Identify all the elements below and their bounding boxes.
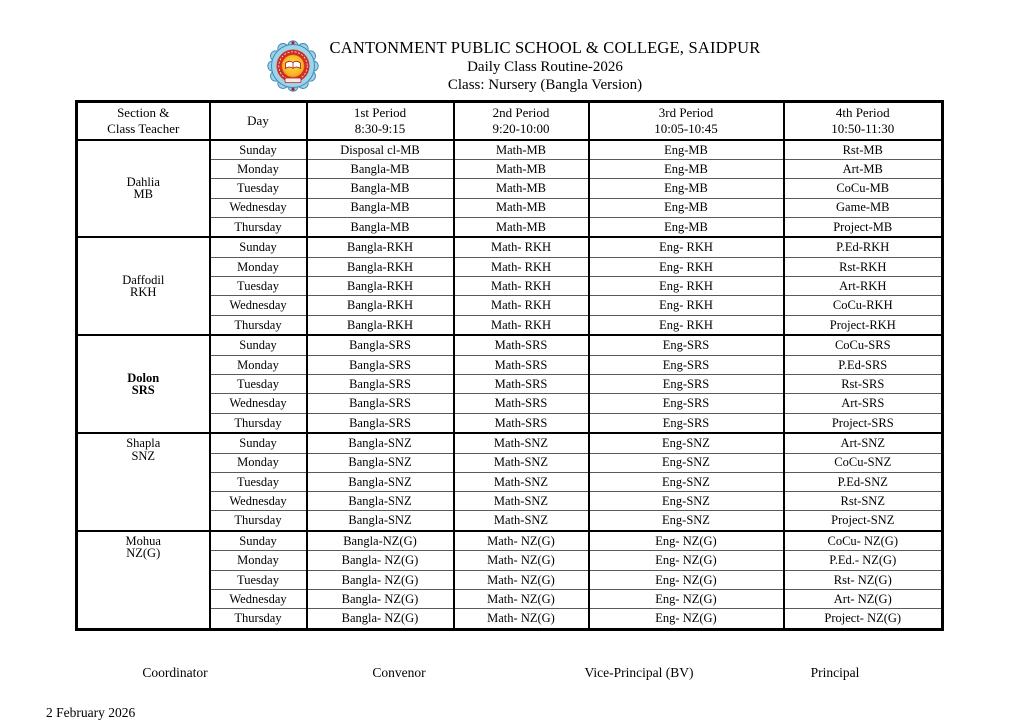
school-crest-icon	[264, 39, 322, 93]
period-1-cell: Bangla-SNZ	[307, 492, 454, 511]
period-4-cell: Art-RKH	[784, 277, 943, 296]
date-label: 2 February 2026	[46, 705, 136, 720]
period-1-cell: Bangla-NZ(G)	[307, 531, 454, 551]
period-4-cell: Project- NZ(G)	[784, 609, 943, 630]
class-subtitle: Class: Nursery (Bangla Version)	[447, 77, 643, 94]
day-cell: Monday	[210, 257, 307, 276]
signature-coordinator: Coordinator	[142, 665, 208, 680]
routine-row	[77, 433, 943, 453]
signature-convenor: Convenor	[372, 665, 426, 680]
teacher-code: SRS	[131, 383, 155, 398]
period-2-cell: Math-MB	[454, 160, 589, 179]
section-teacher-cell	[77, 531, 210, 630]
col-header-line2: 8:30-9:15	[354, 120, 406, 136]
period-1-cell: Disposal cl-MB	[307, 140, 454, 160]
period-3-cell: Eng- RKH	[589, 237, 784, 257]
period-1-cell: Bangla-SNZ	[307, 472, 454, 491]
period-3-cell: Eng-MB	[589, 179, 784, 198]
col-header-line2: 10:05-10:45	[654, 120, 718, 136]
period-1-cell: Bangla-RKH	[307, 257, 454, 276]
period-3-cell: Eng- NZ(G)	[589, 570, 784, 589]
period-4-cell: P.Ed-SNZ	[784, 472, 943, 491]
teacher-code: RKH	[130, 285, 157, 300]
day-cell: Wednesday	[210, 394, 307, 413]
period-2-cell: Math-MB	[454, 179, 589, 198]
period-1-cell: Bangla-SRS	[307, 394, 454, 413]
period-2-cell: Math- RKH	[454, 296, 589, 315]
period-4-cell: Rst-RKH	[784, 257, 943, 276]
period-3-cell: Eng-SRS	[589, 394, 784, 413]
period-4-cell: Project-MB	[784, 217, 943, 237]
period-1-cell: Bangla-MB	[307, 160, 454, 179]
period-3-cell: Eng-SRS	[589, 335, 784, 355]
period-4-cell: Project-RKH	[784, 315, 943, 335]
period-2-cell: Math-MB	[454, 140, 589, 160]
period-2-cell: Math-SRS	[454, 355, 589, 374]
period-2-cell: Math- NZ(G)	[454, 570, 589, 589]
col-header-line1: 3rd Period	[658, 104, 714, 120]
period-3-cell: Eng- NZ(G)	[589, 551, 784, 570]
col-header-line1: Section &	[117, 104, 170, 120]
title-block	[330, 38, 761, 95]
routine-table-body	[77, 140, 943, 630]
day-cell: Thursday	[210, 413, 307, 433]
period-1-cell: Bangla-SNZ	[307, 511, 454, 531]
period-2-cell: Math-SNZ	[454, 511, 589, 531]
section-name: Daffodil	[122, 272, 165, 287]
period-3-cell: Eng-SNZ	[589, 492, 784, 511]
routine-row	[77, 140, 943, 160]
period-1-cell: Bangla- NZ(G)	[307, 551, 454, 570]
day-cell: Thursday	[210, 609, 307, 630]
period-2-cell: Math-SRS	[454, 374, 589, 393]
period-4-cell: CoCu- NZ(G)	[784, 531, 943, 551]
routine-row	[77, 237, 943, 257]
period-3-cell: Eng-MB	[589, 140, 784, 160]
period-4-cell: Art-SRS	[784, 394, 943, 413]
period-3-cell: Eng-SNZ	[589, 511, 784, 531]
section-teacher-cell	[77, 335, 210, 433]
day-cell: Wednesday	[210, 198, 307, 217]
period-2-cell: Math- RKH	[454, 237, 589, 257]
period-1-cell: Bangla-SNZ	[307, 453, 454, 472]
period-4-cell: Art-SNZ	[784, 433, 943, 453]
col-header-line2: Class Teacher	[107, 120, 180, 136]
period-2-cell: Math-SNZ	[454, 433, 589, 453]
routine-title: Daily Class Routine-2026	[467, 59, 623, 76]
section-name: Dahlia	[126, 174, 160, 189]
teacher-code: MB	[133, 187, 153, 202]
day-cell: Monday	[210, 551, 307, 570]
signature-vice-principal: Vice-Principal (BV)	[584, 665, 694, 680]
day-cell: Monday	[210, 160, 307, 179]
period-4-cell: P.Ed.- NZ(G)	[784, 551, 943, 570]
period-2-cell: Math- RKH	[454, 257, 589, 276]
col-header-section-teacher	[77, 102, 210, 140]
period-4-cell: CoCu-RKH	[784, 296, 943, 315]
day-cell: Sunday	[210, 335, 307, 355]
teacher-code: NZ(G)	[126, 546, 161, 561]
period-4-cell: Art-MB	[784, 160, 943, 179]
period-1-cell: Bangla-RKH	[307, 315, 454, 335]
routine-row	[77, 531, 943, 551]
period-2-cell: Math-MB	[454, 217, 589, 237]
col-header-line1: Day	[247, 112, 269, 128]
period-1-cell: Bangla- NZ(G)	[307, 589, 454, 608]
col-header-line1: 1st Period	[353, 104, 407, 120]
col-header-period-3	[589, 102, 784, 140]
period-1-cell: Bangla-SNZ	[307, 433, 454, 453]
document-header	[0, 38, 1024, 95]
period-1-cell: Bangla-RKH	[307, 296, 454, 315]
period-2-cell: Math-SRS	[454, 413, 589, 433]
day-cell: Tuesday	[210, 277, 307, 296]
period-1-cell: Bangla-SRS	[307, 335, 454, 355]
period-3-cell: Eng-SRS	[589, 355, 784, 374]
period-4-cell: Art- NZ(G)	[784, 589, 943, 608]
period-3-cell: Eng- RKH	[589, 296, 784, 315]
col-header-line1: 2nd Period	[492, 104, 550, 120]
period-3-cell: Eng- NZ(G)	[589, 609, 784, 630]
period-2-cell: Math-SRS	[454, 394, 589, 413]
day-cell: Thursday	[210, 315, 307, 335]
period-3-cell: Eng-SNZ	[589, 453, 784, 472]
col-header-line2: 9:20-10:00	[492, 120, 550, 136]
school-name: CANTONMENT PUBLIC SCHOOL & COLLEGE, SAIDPUR	[329, 38, 761, 57]
col-header-period-4	[784, 102, 943, 140]
period-3-cell: Eng- RKH	[589, 277, 784, 296]
section-teacher-cell	[77, 140, 210, 238]
day-cell: Sunday	[210, 140, 307, 160]
period-4-cell: CoCu-SNZ	[784, 453, 943, 472]
period-2-cell: Math- RKH	[454, 277, 589, 296]
col-header-period-2	[454, 102, 589, 140]
day-cell: Monday	[210, 453, 307, 472]
period-1-cell: Bangla- NZ(G)	[307, 570, 454, 589]
period-4-cell: Rst-SNZ	[784, 492, 943, 511]
period-4-cell: P.Ed-RKH	[784, 237, 943, 257]
period-2-cell: Math- NZ(G)	[454, 589, 589, 608]
period-4-cell: CoCu-MB	[784, 179, 943, 198]
teacher-code: SNZ	[131, 448, 156, 463]
period-4-cell: CoCu-SRS	[784, 335, 943, 355]
section-teacher-cell	[77, 433, 210, 531]
period-1-cell: Bangla-RKH	[307, 277, 454, 296]
period-4-cell: Project-SNZ	[784, 511, 943, 531]
day-cell: Wednesday	[210, 492, 307, 511]
col-header-line1: 4th Period	[835, 104, 890, 120]
period-1-cell: Bangla-SRS	[307, 374, 454, 393]
day-cell: Tuesday	[210, 179, 307, 198]
period-3-cell: Eng-SRS	[589, 374, 784, 393]
day-cell: Tuesday	[210, 570, 307, 589]
day-cell: Monday	[210, 355, 307, 374]
section-teacher-cell	[77, 237, 210, 335]
period-3-cell: Eng-SRS	[589, 413, 784, 433]
period-4-cell: P.Ed-SRS	[784, 355, 943, 374]
period-3-cell: Eng-MB	[589, 198, 784, 217]
section-name: Mohua	[125, 533, 161, 548]
period-3-cell: Eng-MB	[589, 217, 784, 237]
period-2-cell: Math-SRS	[454, 335, 589, 355]
day-cell: Wednesday	[210, 589, 307, 608]
period-4-cell: Game-MB	[784, 198, 943, 217]
period-4-cell: Project-SRS	[784, 413, 943, 433]
routine-table-header	[77, 102, 943, 140]
period-2-cell: Math- NZ(G)	[454, 551, 589, 570]
period-2-cell: Math-SNZ	[454, 492, 589, 511]
signature-principal: Principal	[810, 665, 860, 680]
period-2-cell: Math- NZ(G)	[454, 531, 589, 551]
col-header-line2: 10:50-11:30	[831, 120, 895, 136]
period-1-cell: Bangla-MB	[307, 198, 454, 217]
routine-table	[75, 100, 944, 631]
period-1-cell: Bangla-MB	[307, 179, 454, 198]
period-1-cell: Bangla- NZ(G)	[307, 609, 454, 630]
day-cell: Thursday	[210, 511, 307, 531]
period-4-cell: Rst- NZ(G)	[784, 570, 943, 589]
day-cell: Sunday	[210, 237, 307, 257]
period-4-cell: Rst-SRS	[784, 374, 943, 393]
day-cell: Thursday	[210, 217, 307, 237]
period-4-cell: Rst-MB	[784, 140, 943, 160]
period-1-cell: Bangla-SRS	[307, 355, 454, 374]
period-2-cell: Math-MB	[454, 198, 589, 217]
day-cell: Tuesday	[210, 374, 307, 393]
period-2-cell: Math-SNZ	[454, 472, 589, 491]
col-header-period-1	[307, 102, 454, 140]
period-3-cell: Eng- RKH	[589, 315, 784, 335]
period-3-cell: Eng- NZ(G)	[589, 531, 784, 551]
header-row	[77, 102, 943, 140]
day-cell: Wednesday	[210, 296, 307, 315]
section-name: Shapla	[126, 436, 161, 451]
period-1-cell: Bangla-MB	[307, 217, 454, 237]
day-cell: Tuesday	[210, 472, 307, 491]
col-header-day	[210, 102, 307, 140]
day-cell: Sunday	[210, 531, 307, 551]
period-3-cell: Eng-MB	[589, 160, 784, 179]
section-name: Dolon	[127, 370, 160, 385]
period-3-cell: Eng- NZ(G)	[589, 589, 784, 608]
period-1-cell: Bangla-RKH	[307, 237, 454, 257]
period-2-cell: Math-SNZ	[454, 453, 589, 472]
period-1-cell: Bangla-SRS	[307, 413, 454, 433]
period-2-cell: Math- NZ(G)	[454, 609, 589, 630]
period-2-cell: Math- RKH	[454, 315, 589, 335]
period-3-cell: Eng-SNZ	[589, 472, 784, 491]
period-3-cell: Eng- RKH	[589, 257, 784, 276]
routine-row	[77, 335, 943, 355]
day-cell: Sunday	[210, 433, 307, 453]
period-3-cell: Eng-SNZ	[589, 433, 784, 453]
